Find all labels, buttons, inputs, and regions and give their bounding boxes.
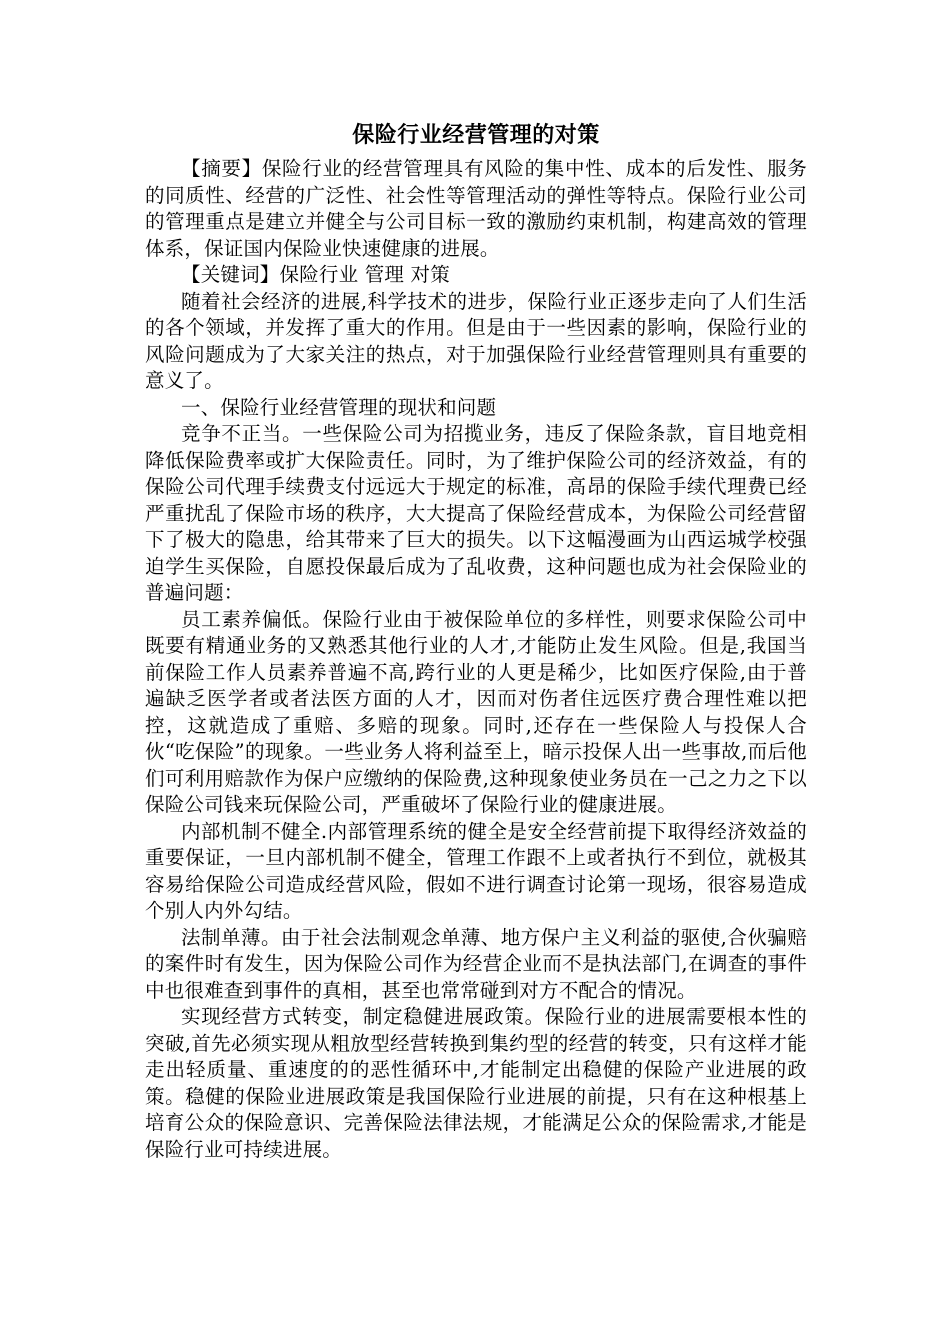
body-paragraph-competition: 竞争不正当。一些保险公司为招揽业务，违反了保险条款，盲目地竞相降低保险费率或扩大保险责任。同时，为了维护保险公司的经济效益，有的保险公司代理手续费支付远远大于规定的标准，高昂的保险手续代理费已经严重扰乱了保险市场的秩序，大大提高了保险经营成本，为保险公司经营留下了极大的隐患，给其带来了巨大的损失。以下这幅漫画为山西运城学校强迫学生买保险，自愿投保最后成为了乱收费，这种问题也成为社会保险业的普遍问题： xyxy=(145,422,807,604)
body-paragraph-internal-mechanism: 内部机制不健全.内部管理系统的健全是安全经营前提下取得经济效益的重要保证，一旦内部机制不健全，管理工作跟不上或者执行不到位，就极其容易给保险公司造成经营风险，假如不进行调查讨论第一现场，很容易造成个别人内外勾结。 xyxy=(145,819,807,922)
document-page xyxy=(145,118,807,1163)
document-title: 保险行业经营管理的对策 xyxy=(352,122,600,148)
keywords-paragraph: 【关键词】保险行业 管理 对策 xyxy=(181,263,450,286)
abstract-paragraph: 【摘要】保险行业的经营管理具有风险的集中性、成本的后发性、服务的同质性、经营的广泛性、社会性等管理活动的弹性等特点。保险行业公司的管理重点是建立并健全与公司目标一致的激励约束机制，构建高效的管理体系，保证国内保险业快速健康的进展。 xyxy=(145,157,807,260)
body-paragraph-legal-system: 法制单薄。由于社会法制观念单薄、地方保户主义利益的驱使,合伙骗赔的案件时有发生，因为保险公司作为经营企业而不是执法部门,在调查的事件中也很难查到事件的真相，甚至也常常碰到对方不配合的情况。 xyxy=(145,925,807,1002)
intro-paragraph: 随着社会经济的进展,科学技术的进步，保险行业正逐步走向了人们生活的各个领域，并发挥了重大的作用。但是由于一些因素的影响，保险行业的风险问题成为了大家关注的热点，对于加强保险行业经营管理则具有重要的意义了。 xyxy=(145,289,807,392)
section-heading: 一、保险行业经营管理的现状和问题 xyxy=(181,395,497,419)
body-paragraph-staff-quality: 员工素养偏低。保险行业由于被保险单位的多样性，则要求保险公司中既要有精通业务的又熟悉其他行业的人才,才能防止发生风险。但是,我国当前保险工作人员素养普遍不高,跨行业的人更是稀少，比如医疗保险,由于普遍缺乏医学者或者法医方面的人才，因而对伤者住远医疗费合理性难以把控，这就造成了重赔、多赔的现象。同时,还存在一些保险人与投保人合伙“吃保险”的现象。一些业务人将利益至上，暗示投保人出一些事故,而后他们可利用赔款作为保户应缴纳的保险费,这种现象使业务员在一己之力之下以保险公司钱来玩保险公司，严重破坏了保险行业的健康进展。 xyxy=(145,607,807,816)
body-paragraph-policy: 实现经营方式转变，制定稳健进展政策。保险行业的进展需要根本性的突破,首先必须实现从粗放型经营转换到集约型的经营的转变，只有这样才能走出轻质量、重速度的的恶性循环中,才能制定出稳健的保险产业进展的政策。稳健的保险业进展政策是我国保险行业进展的前提，只有在这种根基上培育公众的保险意识、完善保险法律法规，才能满足公众的保险需求,才能是保险行业可持续进展。 xyxy=(145,1005,807,1161)
